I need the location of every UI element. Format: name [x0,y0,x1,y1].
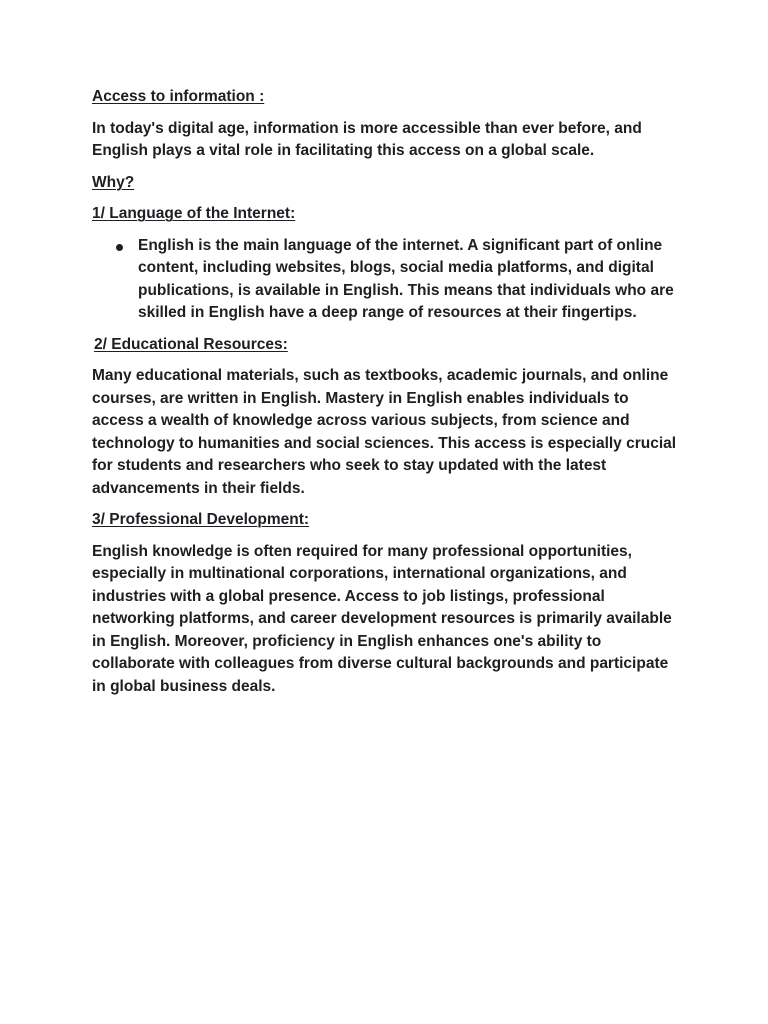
list-item [92,235,682,325]
educational-paragraph: Many educational materials, such as textbooks, academic journals, and online courses, are written in English. Mastery in English enables individuals to access a wealth of knowledge across various subjects, from science and technology to humanities and social sciences. This access is especially crucial for students and researchers who seek to stay updated with the latest advancements in their fields. [92,367,677,497]
why-heading: Why? [92,173,135,191]
document-title: Access to information : [92,88,265,105]
professional-paragraph: English knowledge is often required for many professional opportunities, especially in multinational corporations, international organizations, and industries with a global presence. Access to job listings, professional networking platforms, and career development resources is primarily available in English. Moreover, proficiency in English enhances one's ability to collaborate with colleagues from diverse cultural backgrounds and participate in global business deals. [92,542,672,695]
internet-bullet-list [92,235,682,325]
document-page [92,86,682,707]
intro-paragraph: In today's digital age, information is more accessible than ever before, and English plays a vital role in facilitating this access on a global scale. [92,119,642,159]
bullet-text: English is the main language of the internet. A significant part of online content, including websites, blogs, social media platforms, and digital publications, is available in English. This means that individuals who are skilled in English have a deep range of resources at their fingertips. [138,236,674,321]
section-heading-professional: 3/ Professional Development: [92,511,310,528]
bullet-icon [116,244,123,251]
section-heading-internet: 1/ Language of the Internet: [92,205,296,222]
section-heading-educational-text: 2/ Educational Resources: [94,335,288,353]
section-heading-educational [92,334,682,357]
